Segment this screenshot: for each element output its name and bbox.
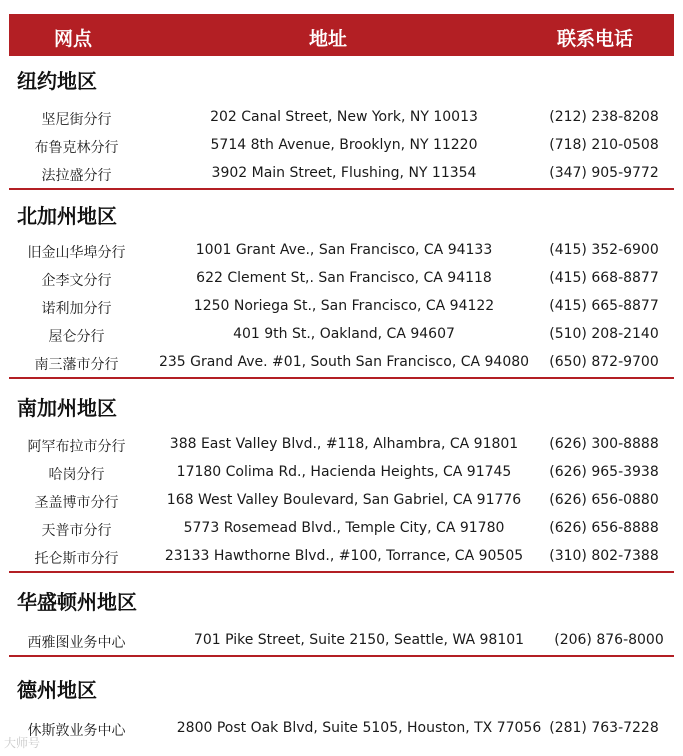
branch-phone: (510) 208-2140	[549, 326, 659, 342]
branch-address: 235 Grand Ave. #01, South San Francisco, CA 94080	[158, 354, 530, 370]
branch-address: 168 West Valley Boulevard, San Gabriel, CA 91776	[166, 492, 522, 508]
header-address: 地址	[309, 28, 348, 50]
branch-name: 屋仑分行	[48, 329, 105, 345]
region-title: 德州地区	[17, 678, 97, 702]
branch-name: 托仑斯市分行	[34, 551, 119, 567]
branch-phone: (626) 965-3938	[549, 464, 659, 480]
branch-address: 23133 Hawthorne Blvd., #100, Torrance, CA 90505	[164, 548, 524, 564]
branch-name: 坚尼街分行	[41, 112, 112, 128]
branch-name: 哈岗分行	[48, 467, 105, 483]
table-row	[9, 237, 674, 265]
branch-name: 南三藩市分行	[34, 357, 119, 373]
header-phone: 联系电话	[557, 28, 634, 50]
table-row	[9, 487, 674, 515]
branch-list	[9, 96, 674, 190]
branch-address: 701 Pike Street, Suite 2150, Seattle, WA 98101	[193, 632, 525, 648]
region-title: 纽约地区	[17, 69, 97, 93]
table-row	[9, 160, 674, 188]
branch-phone: (415) 352-6900	[549, 242, 659, 258]
branch-name: 布鲁克林分行	[34, 140, 119, 156]
region-washington	[9, 587, 674, 657]
table-row	[9, 459, 674, 487]
table-row	[9, 627, 674, 655]
branch-phone: (718) 210-0508	[549, 137, 659, 153]
branch-name: 圣盖博市分行	[34, 495, 119, 511]
branch-address: 5773 Rosemead Blvd., Temple City, CA 91780	[183, 520, 505, 536]
region-texas	[9, 675, 674, 743]
branch-address: 2800 Post Oak Blvd, Suite 5105, Houston, TX 77056	[176, 720, 542, 736]
branch-phone: (281) 763-7228	[549, 720, 659, 736]
region-northern-california	[9, 201, 674, 379]
table-row	[9, 321, 674, 349]
branch-phone: (626) 300-8888	[549, 436, 659, 452]
table-row	[9, 543, 674, 571]
table-row	[9, 349, 674, 377]
branch-phone: (415) 665-8877	[549, 298, 659, 314]
branch-phone: (212) 238-8208	[549, 109, 659, 125]
branch-phone: (626) 656-0880	[549, 492, 659, 508]
table-header	[9, 14, 674, 56]
branch-name: 诺利加分行	[41, 301, 112, 317]
branch-phone: (650) 872-9700	[549, 354, 659, 370]
region-title: 华盛顿州地区	[17, 590, 137, 614]
branch-name: 阿罕布拉市分行	[27, 439, 126, 455]
branch-phone: (310) 802-7388	[549, 548, 659, 564]
branch-phone: (626) 656-8888	[549, 520, 659, 536]
table-row	[9, 132, 674, 160]
region-title: 北加州地区	[17, 204, 117, 228]
branch-address: 622 Clement St,. San Francisco, CA 94118	[196, 270, 492, 286]
branch-address: 3902 Main Street, Flushing, NY 11354	[211, 165, 477, 181]
branch-address: 388 East Valley Blvd., #118, Alhambra, CA 91801	[169, 436, 519, 452]
branch-address: 5714 8th Avenue, Brooklyn, NY 11220	[210, 137, 478, 153]
branch-phone: (415) 668-8877	[549, 270, 659, 286]
branch-list	[9, 617, 674, 657]
branch-phone: (206) 876-8000	[554, 632, 664, 648]
branch-name: 天普市分行	[41, 523, 112, 539]
branch-address: 202 Canal Street, New York, NY 10013	[210, 109, 478, 125]
table-row	[9, 515, 674, 543]
branch-name: 旧金山华埠分行	[27, 245, 126, 261]
region-new-york	[9, 66, 674, 190]
branch-name: 法拉盛分行	[41, 168, 112, 184]
table-row	[9, 715, 674, 743]
branch-list	[9, 423, 674, 573]
table-row	[9, 431, 674, 459]
table-row	[9, 293, 674, 321]
header-branch: 网点	[54, 28, 93, 50]
branch-address: 1250 Noriega St., San Francisco, CA 94122	[193, 298, 495, 314]
branch-list	[9, 705, 674, 743]
region-title: 南加州地区	[17, 396, 117, 420]
branch-name: 休斯敦业务中心	[27, 723, 126, 739]
branch-address: 17180 Colima Rd., Hacienda Heights, CA 91745	[176, 464, 512, 480]
branch-name: 西雅图业务中心	[27, 635, 126, 651]
branch-name: 企李文分行	[41, 273, 112, 289]
watermark: 大师号	[4, 736, 41, 750]
branch-list	[9, 231, 674, 379]
branch-phone: (347) 905-9772	[549, 165, 659, 181]
table-row	[9, 104, 674, 132]
table-row	[9, 265, 674, 293]
branch-address: 1001 Grant Ave., San Francisco, CA 94133	[195, 242, 493, 258]
region-southern-california	[9, 393, 674, 573]
branch-address: 401 9th St., Oakland, CA 94607	[233, 326, 455, 342]
